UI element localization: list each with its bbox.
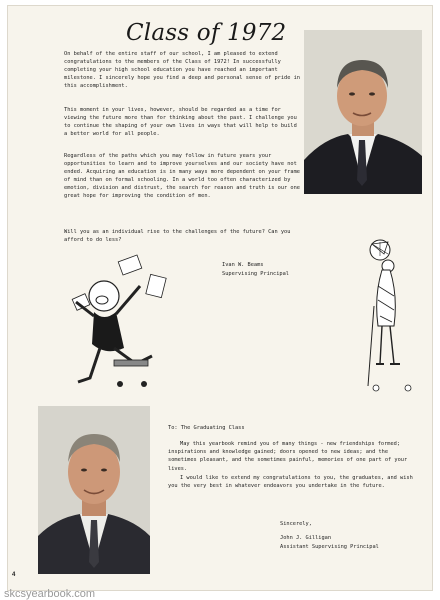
page-number: 4 — [12, 572, 16, 578]
message1-paragraph-4: Will you as an individual rise to the challenges of the future? Can you afford to do less? — [64, 229, 291, 244]
message2-paragraph-1: May this yearbook remind you of many things - new friendships formed; inspirations and knowledge gained; doors opened to new ideas; and the sometimes pleasant, and the sometimes painful, memories of one part of your lives. — [168, 441, 408, 472]
signature-name-1: Ivan W. Beams — [222, 262, 264, 268]
cartoon-jumping-man — [64, 252, 174, 407]
signature-name-2: John J. Gilligan — [280, 535, 332, 541]
portrait-photo-principal — [304, 30, 422, 194]
yearbook-page — [8, 6, 432, 590]
message1-paragraph-2: This moment in your lives, however, should be regarded as a time for viewing the future more than for thinking about the past. I challenge you to continue the shaping of your own lives in ways that will help to build a better world for all people. — [64, 107, 297, 138]
watermark: skcsyearbook.com — [4, 588, 96, 600]
signature-title-1: Supervising Principal — [222, 271, 289, 277]
cartoon-golfer — [354, 236, 414, 401]
closing: Sincerely, — [280, 521, 312, 527]
portrait-photo-assistant-principal — [38, 406, 150, 574]
message1-paragraph-1: On behalf of the entire staff of our school, I am pleased to extend congratulations to the members of the Class of 1972! In successfully completing your high school education you have reached an important milestone. I sincerely hope you find a deep and personal sense of pride in this accomplishment. — [64, 51, 300, 90]
signature-title-2: Assistant Supervising Principal — [280, 544, 379, 550]
page-title: Class of 1972 — [126, 20, 287, 46]
salutation: To: The Graduating Class — [168, 425, 245, 431]
message1-paragraph-3: Regardless of the paths which you may follow in future years your opportunities to learn and to improve yourselves and our society have not ended. Acquiring an education is in many ways more dependent on your frame of mind than on formal schooling. In a world too often characterized by emotion, division and distrust, the search for reason and truth is our one great hope for improving the condition of men. — [64, 153, 300, 200]
message2-paragraph-2: I would like to extend my congratulations to you, the graduates, and wish you the very best in whatever endeavors you undertake in the future. — [168, 475, 413, 490]
